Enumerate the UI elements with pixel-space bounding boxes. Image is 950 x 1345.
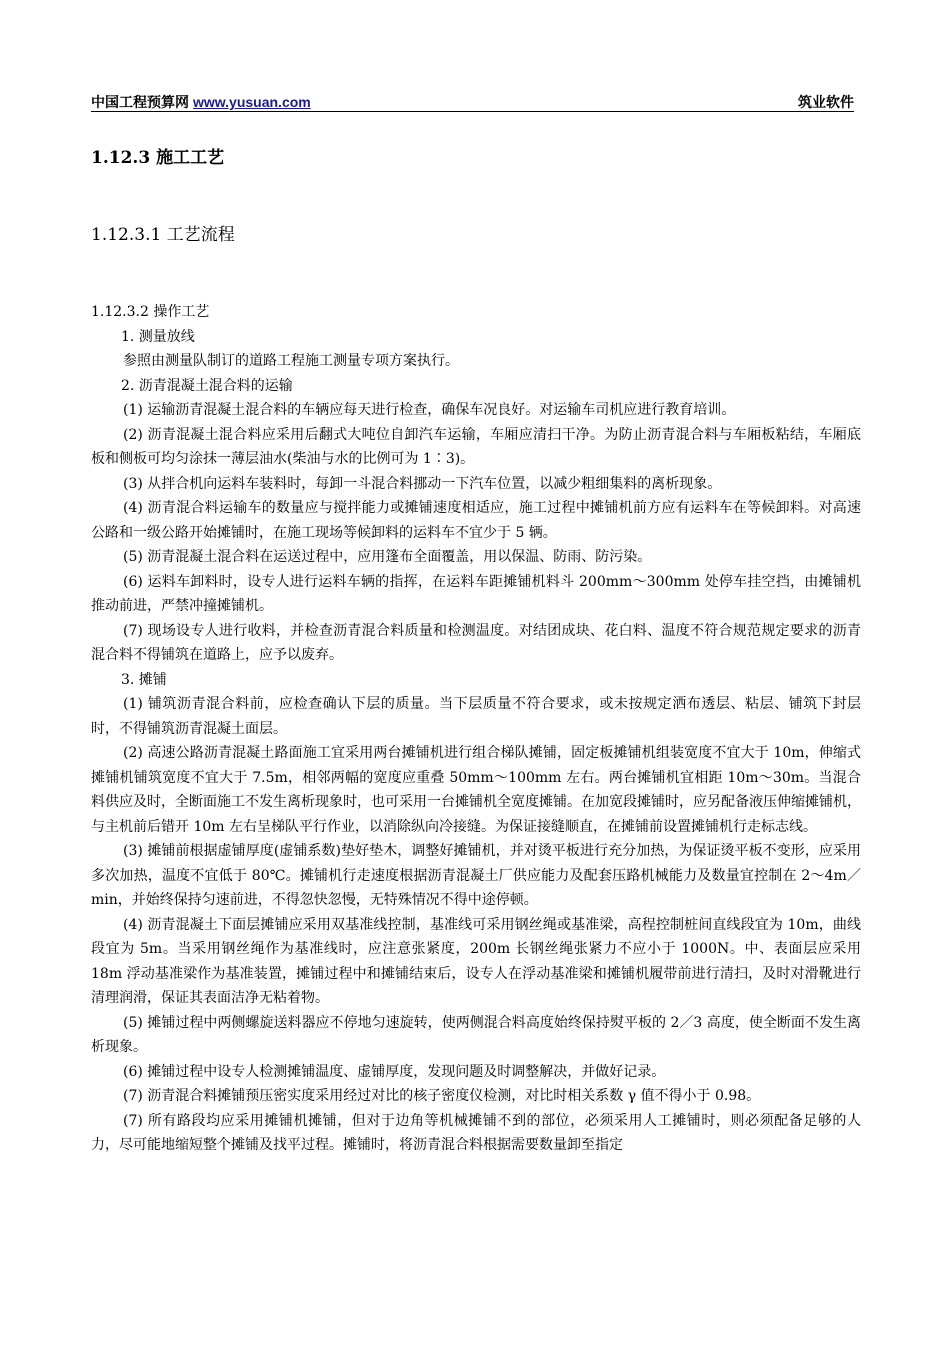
paragraph: (1) 铺筑沥青混合料前，应检查确认下层的质量。当下层质量不符合要求，或未按规定洒布透层、粘层、铺筑下封层时，不得铺筑沥青混凝土面层。 — [91, 696, 861, 737]
paragraph: (5) 摊铺过程中两侧螺旋送料器应不停地匀速旋转，使两侧混合料高度始终保持熨平板的 2／3 高度，使全断面不发生离析现象。 — [91, 1014, 861, 1055]
paragraph: (7) 现场设专人进行收料，并检查沥青混合料质量和检测温度。对结团成块、花白料、温度不符合规范规定要求的沥青混合料不得铺筑在道路上，应予以废弃。 — [91, 622, 861, 663]
paragraph: (6) 运料车卸料时，设专人进行运料车辆的指挥，在运料车距摊铺机料斗 200mm～300mm 处停车挂空挡，由摊铺机推动前进，严禁冲撞摊铺机。 — [91, 573, 861, 614]
paragraph: (4) 沥青混合料运输车的数量应与搅拌能力或摊铺速度相适应，施工过程中摊铺机前方应有运料车在等候卸料。对高速公路和一级公路开始摊铺时，在施工现场等候卸料的运料车不宜少于 5 辆。 — [91, 500, 861, 541]
subsection-title: 1.12.3.1 工艺流程 — [91, 225, 235, 245]
paragraph: (3) 从拌合机向运料车装料时，每卸一斗混合料挪动一下汽车位置，以减少粗细集料的离析现象。 — [123, 475, 722, 492]
subsection-2-title: 1.12.3.2 操作工艺 — [91, 304, 210, 320]
paragraph: (2) 高速公路沥青混凝土路面施工宜采用两台摊铺机进行组合梯队摊铺，固定板摊铺机组装宽度不宜大于 10m，伸缩式摊铺机铺筑宽度不宜大于 7.5m，相邻两幅的宽度应重叠 50mm～100mm 左右。两台摊铺机宜相距 10m～30m。当混合料供应及时，全断面施工不发生离析现象时，也可采用一台摊铺机全宽度摊铺。在加宽段摊铺时，应另配备液压伸缩摊铺机，与主机前后错开 10m 左右呈梯队平行作业，以消除纵向冷接缝。为保证接缝顺直，在摊铺前设置摊铺机行走标志线。 — [91, 745, 861, 835]
page-header — [91, 93, 854, 112]
paragraph: 参照由测量队制订的道路工程施工测量专项方案执行。 — [123, 353, 459, 369]
section-title: 1.12.3 施工工艺 — [91, 148, 225, 168]
header-right-label: 筑业软件 — [798, 94, 854, 110]
site-url-link[interactable]: www.yusuan.com — [193, 94, 311, 110]
paragraph: (1) 运输沥青混凝土混合料的车辆应每天进行检查，确保车况良好。对运输车司机应进行教育培训。 — [123, 402, 736, 418]
site-name: 中国工程预算网 — [91, 94, 189, 110]
paragraph: (7) 所有路段均应采用摊铺机摊铺，但对于边角等机械摊铺不到的部位，必须采用人工摊铺时，则必须配备足够的人力，尽可能地缩短整个摊铺及找平过程。摊铺时，将沥青混合料根据需要数量卸至指定 — [91, 1112, 861, 1153]
paragraph: (2) 沥青混凝土混合料应采用后翻式大吨位自卸汽车运输，车厢应清扫干净。为防止沥青混合料与车厢板粘结，车厢底板和侧板可均匀涂抹一薄层油水(柴油与水的比例可为 1∶3)。 — [91, 426, 861, 467]
paragraph: (5) 沥青混凝土混合料在运送过程中，应用篷布全面覆盖，用以保温、防雨、防污染。 — [123, 549, 652, 565]
item-heading: 3. 摊铺 — [121, 671, 167, 688]
header-left — [91, 93, 311, 111]
item-heading: 2. 沥青混凝土混合料的运输 — [121, 377, 293, 394]
paragraph: (6) 摊铺过程中设专人检测摊铺温度、虚铺厚度，发现问题及时调整解决，并做好记录。 — [123, 1063, 666, 1080]
document-body — [91, 300, 861, 1158]
paragraph: (3) 摊铺前根据虚铺厚度(虚铺系数)垫好垫木，调整好摊铺机，并对烫平板进行充分加热，为保证烫平板不变形，应采用多次加热，温度不宜低于 80℃。摊铺机行走速度根据沥青混凝土厂供应能力及配套压路机械能力及数量宜控制在 2～4m／min，并始终保持匀速前进，不得忽快忽慢，无特殊情况不得中途停顿。 — [91, 843, 861, 908]
paragraph: (7) 沥青混合料摊铺预压密实度采用经过对比的核子密度仪检测，对比时相关系数 γ 值不得小于 0.98。 — [123, 1088, 761, 1104]
item-heading: 1. 测量放线 — [121, 328, 195, 345]
paragraph: (4) 沥青混凝土下面层摊铺应采用双基准线控制，基准线可采用钢丝绳或基准梁，高程控制桩间直线段宜为 10m，曲线段宜为 5m。当采用钢丝绳作为基准线时，应注意张紧度，200m 长钢丝绳张紧力不应小于 1000N。中、表面层应采用 18m 浮动基准梁作为基准装置，摊铺过程中和摊铺结束后，设专人在浮动基准梁和摊铺机履带前进行清扫，及时对滑靴进行清理润滑，保证其表面洁净无粘着物。 — [91, 916, 861, 1006]
